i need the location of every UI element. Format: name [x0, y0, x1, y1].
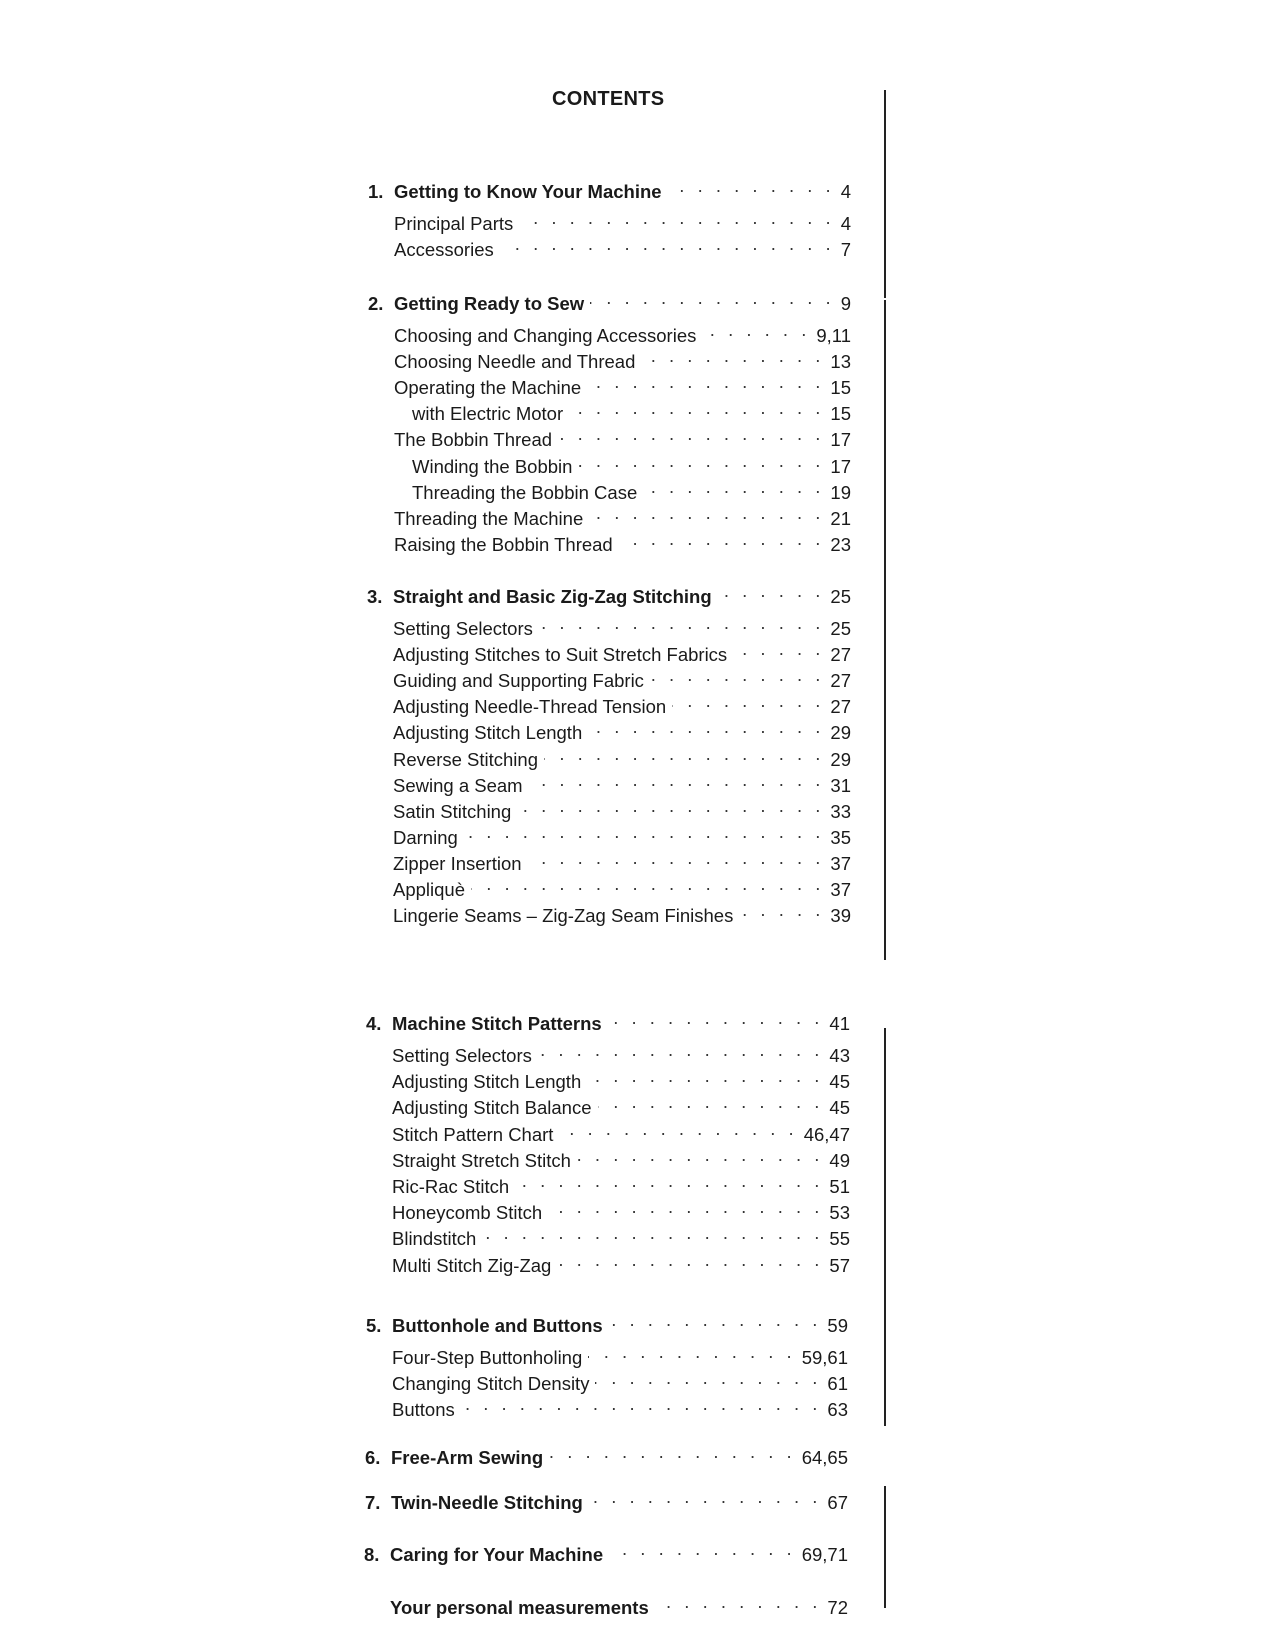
page-number: 4: [840, 213, 851, 234]
dot-leader: [718, 579, 825, 603]
toc-entry: [392, 1117, 850, 1145]
toc-entry: [393, 872, 851, 900]
toc-entry: [393, 637, 851, 666]
dot-leader: [609, 1308, 822, 1332]
dot-leader: [461, 1392, 822, 1416]
toc-entry: [392, 1340, 848, 1368]
dot-leader: [558, 422, 824, 446]
entry-title: Operating the Machine: [394, 377, 582, 399]
page-number: 63: [827, 1399, 848, 1421]
section-heading: [365, 1440, 848, 1468]
section-heading: [368, 286, 851, 314]
page-number: 59,61: [801, 1347, 848, 1368]
dot-leader: [471, 872, 824, 896]
page-number: 33: [830, 800, 851, 822]
page-number: 9: [840, 293, 851, 314]
section-heading: [364, 1537, 848, 1565]
dot-leader: [590, 286, 835, 310]
entry-title: Setting Selectors: [393, 618, 533, 639]
section-number: 1.: [368, 181, 384, 202]
entry-title: Blindstitch: [392, 1228, 477, 1250]
dot-leader: [548, 1195, 823, 1219]
dot-leader: [528, 846, 825, 870]
toc-entry: [394, 370, 851, 399]
dot-leader: [519, 206, 834, 230]
section-heading: [366, 1308, 848, 1336]
page-number: 45: [829, 1097, 850, 1119]
dot-leader: [559, 1117, 797, 1141]
entry-title: Four-Step Buttonholing: [392, 1347, 583, 1368]
entry-title: Raising the Bobbin Thread: [394, 533, 613, 555]
dot-leader: [609, 1537, 796, 1561]
dot-leader: [539, 611, 825, 635]
entry-title: Appliquè: [393, 879, 466, 900]
page-number: 4: [840, 181, 851, 202]
dot-leader: [482, 1221, 823, 1245]
entry-title: Buttons: [392, 1399, 455, 1421]
entry-title: Setting Selectors: [392, 1045, 532, 1066]
toc-entry: [394, 206, 851, 234]
entry-title: Accessories: [394, 239, 494, 260]
toc-entry: [392, 1038, 850, 1066]
section-number: 2.: [368, 293, 384, 314]
page-number: 7: [840, 239, 851, 260]
dot-leader: [619, 527, 825, 551]
toc-entry: [394, 527, 851, 555]
entry-title: Stitch Pattern Chart: [392, 1123, 554, 1145]
dot-leader: [515, 1169, 823, 1193]
dot-leader: [588, 1340, 795, 1364]
entry-title: Choosing Needle and Thread: [394, 351, 636, 373]
dot-leader: [641, 344, 824, 368]
section-number: 8.: [364, 1544, 380, 1565]
toc-entry: [394, 232, 851, 260]
page-number: 25: [830, 586, 851, 607]
entry-title: Adjusting Stitches to Suit Stretch Fabrics: [393, 644, 728, 666]
dot-leader: [589, 501, 824, 525]
page-number: 27: [830, 670, 851, 692]
toc-entry: [393, 689, 851, 718]
entry-title: Winding the Bobbin: [412, 455, 573, 477]
toc-entry: [393, 768, 851, 796]
page-number: 51: [829, 1176, 850, 1197]
dot-leader: [500, 232, 835, 256]
section-title: Twin-Needle Stitching: [391, 1492, 583, 1513]
page-number: 29: [830, 722, 851, 744]
entry-title: Sewing a Seam: [393, 774, 523, 796]
page-number: 23: [830, 533, 851, 555]
section-number: 3.: [367, 586, 383, 607]
dot-leader: [608, 1006, 824, 1030]
margin-rule: [884, 300, 886, 960]
toc-entry: [393, 820, 851, 848]
dot-leader: [598, 1090, 824, 1114]
dot-leader: [529, 768, 825, 792]
entry-title: Reverse Stitching: [393, 748, 538, 770]
section-number: 6.: [365, 1447, 381, 1468]
entry-title: Adjusting Needle-Thread Tension: [393, 696, 667, 718]
section-heading: [368, 174, 851, 202]
dot-leader: [587, 370, 824, 394]
entry-title: Adjusting Stitch Length: [393, 722, 583, 744]
entry-title: Adjusting Stitch Length: [392, 1071, 582, 1093]
section-title: Machine Stitch Patterns: [392, 1013, 602, 1034]
page-number: 21: [830, 507, 851, 529]
section-title: Caring for Your Machine: [390, 1544, 604, 1565]
toc-entry: [394, 422, 851, 451]
entry-title: Satin Stitching: [393, 800, 512, 822]
page-number: 57: [829, 1254, 850, 1276]
page-number: 17: [830, 429, 851, 451]
margin-rule: [884, 1028, 886, 1426]
page-number: 64,65: [801, 1447, 848, 1468]
toc-entry: [392, 1366, 848, 1395]
dot-leader: [569, 396, 824, 420]
page-number: 37: [830, 879, 851, 900]
entry-title: Threading the Machine: [394, 507, 584, 529]
dot-leader: [557, 1248, 823, 1272]
toc-entry: [392, 1143, 850, 1171]
dot-leader: [588, 715, 824, 739]
entry-title: Ric-Rac Stitch: [392, 1176, 510, 1197]
dot-leader: [650, 663, 824, 687]
page-number: 39: [830, 905, 851, 927]
page-number: 46,47: [803, 1123, 850, 1145]
page-number: 17: [830, 455, 851, 477]
entry-title: Straight Stretch Stitch: [392, 1149, 571, 1171]
toc-entry: [392, 1195, 850, 1224]
dot-leader: [587, 1064, 823, 1088]
entry-title: Zipper Insertion: [393, 852, 522, 874]
dot-leader: [589, 1485, 822, 1509]
dot-leader: [668, 174, 835, 198]
section-title: Getting Ready to Sew: [394, 293, 585, 314]
page-number: 43: [829, 1045, 850, 1066]
section-title: Straight and Basic Zig-Zag Stitching: [393, 586, 712, 607]
toc-entry: [394, 501, 851, 529]
page-number: 49: [829, 1149, 850, 1171]
toc-entry: [393, 715, 851, 744]
section-number: 5.: [366, 1315, 382, 1336]
page-number: 15: [830, 377, 851, 399]
toc-entry: [393, 611, 851, 639]
toc-entry: [392, 1248, 850, 1276]
entry-title: with Electric Motor: [412, 403, 564, 425]
toc-entry: [394, 318, 851, 346]
toc-entry: [393, 898, 851, 927]
toc-entry: [392, 1064, 850, 1093]
section-title: Your personal measurements: [390, 1597, 649, 1618]
entry-title: Lingerie Seams – Zig-Zag Seam Finishes: [393, 905, 734, 927]
dot-leader: [595, 1366, 821, 1390]
dot-leader: [733, 637, 824, 661]
margin-rule: [884, 90, 886, 298]
entry-title: Multi Stitch Zig-Zag: [392, 1254, 552, 1276]
section-number: 7.: [365, 1492, 381, 1513]
section-number: 4.: [366, 1013, 382, 1034]
page-number: 45: [829, 1071, 850, 1093]
entry-title: Darning: [393, 826, 458, 848]
toc-entry: [393, 794, 851, 822]
dot-leader: [739, 898, 824, 922]
dot-leader: [578, 449, 824, 473]
page-number: 35: [830, 826, 851, 848]
section-title: Getting to Know Your Machine: [394, 181, 662, 202]
section-heading: [364, 1590, 848, 1618]
toc-entry: [393, 846, 851, 874]
dot-leader: [538, 1038, 824, 1062]
dot-leader: [655, 1590, 822, 1614]
page-number: 31: [830, 774, 851, 796]
page-number: 27: [830, 644, 851, 666]
page-number: 41: [829, 1013, 850, 1034]
margin-rule: [884, 1486, 886, 1608]
dot-leader: [702, 318, 810, 342]
toc-entry: [412, 475, 851, 503]
entry-title: Honeycomb Stitch: [392, 1202, 543, 1224]
entry-title: Threading the Bobbin Case: [412, 481, 638, 503]
page-number: 15: [830, 403, 851, 425]
toc-entry: [392, 1221, 850, 1250]
page-number: 9,11: [816, 325, 851, 346]
page-number: 37: [830, 852, 851, 874]
page-number: 53: [829, 1202, 850, 1224]
page-title: CONTENTS: [552, 88, 665, 110]
section-title: Free-Arm Sewing: [391, 1447, 544, 1468]
page-number: 67: [827, 1492, 848, 1513]
dot-leader: [544, 742, 824, 766]
entry-title: Adjusting Stitch Balance: [392, 1097, 592, 1119]
page-number: 61: [827, 1373, 848, 1395]
page-number: 29: [830, 748, 851, 770]
page-number: 25: [830, 618, 851, 639]
toc-entry: [394, 344, 851, 373]
section-heading: [365, 1485, 848, 1513]
toc-entry: [392, 1169, 850, 1197]
page-number: 27: [830, 696, 851, 718]
dot-leader: [464, 820, 825, 844]
dot-leader: [672, 689, 824, 713]
toc-entry: [393, 663, 851, 692]
page-number: 13: [830, 351, 851, 373]
toc-entry: [392, 1090, 850, 1119]
section-title: Buttonhole and Buttons: [392, 1315, 603, 1336]
toc-entry: [393, 742, 851, 770]
page-number: 59: [827, 1315, 848, 1336]
toc-entry: [392, 1392, 848, 1421]
dot-leader: [517, 794, 824, 818]
section-heading: [367, 579, 851, 607]
entry-title: Guiding and Supporting Fabric: [393, 670, 644, 692]
page-number: 72: [827, 1597, 848, 1618]
entry-title: Changing Stitch Density: [392, 1373, 590, 1395]
toc-entry: [412, 449, 851, 477]
page-number: 69,71: [801, 1544, 848, 1565]
dot-leader: [577, 1143, 824, 1167]
dot-leader: [643, 475, 824, 499]
entry-title: The Bobbin Thread: [394, 429, 553, 451]
toc-entry: [412, 396, 851, 425]
entry-title: Principal Parts: [394, 213, 514, 234]
page-number: 19: [830, 481, 851, 503]
entry-title: Choosing and Changing Accessories: [394, 325, 697, 346]
section-heading: [366, 1006, 850, 1034]
dot-leader: [549, 1440, 796, 1464]
page-number: 55: [829, 1228, 850, 1250]
